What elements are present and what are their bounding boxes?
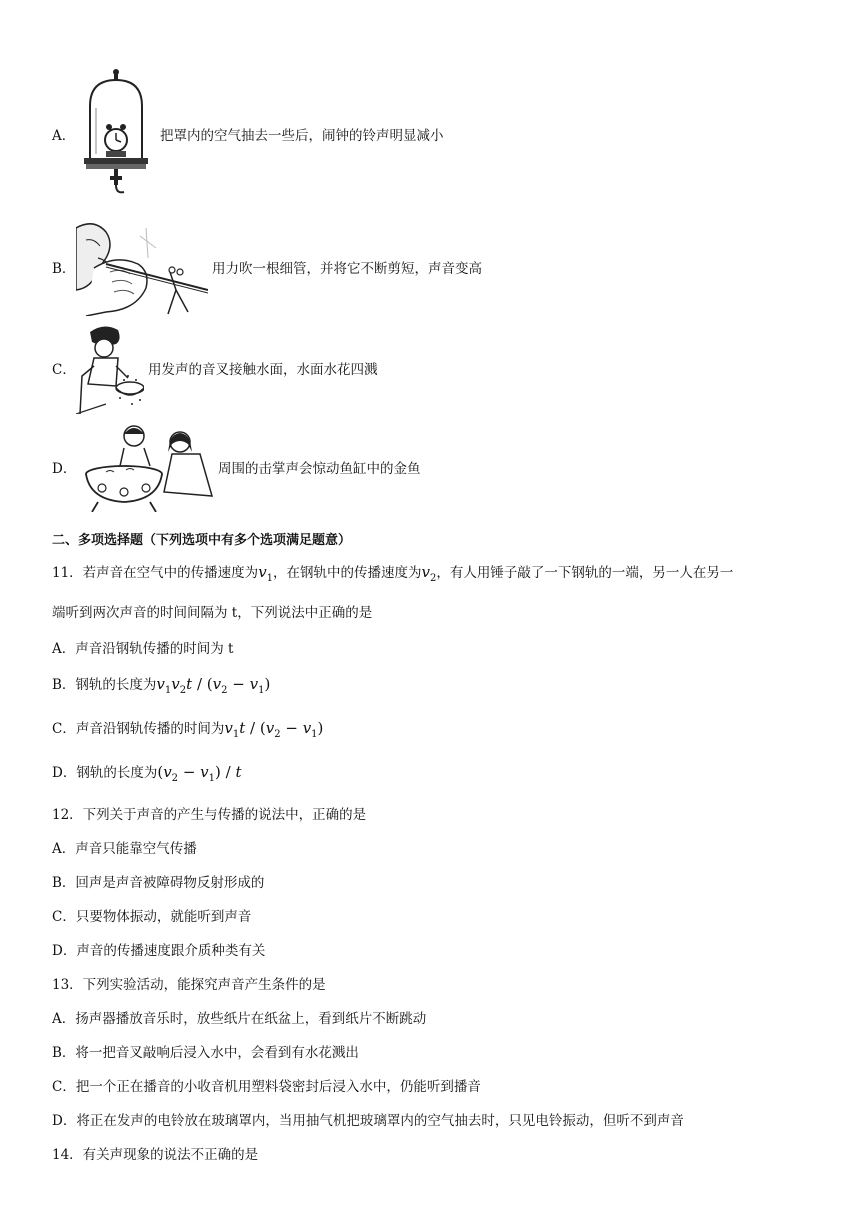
math-expression: $(v_2 - v_1) / t$ [157,763,242,784]
question-12-option-c: C．只要物体振动，就能听到声音 [52,909,252,925]
math-expression: $v_1t / (v_2 - v_1)$ [224,719,324,740]
clapping-children-fish-tank-figure [76,422,214,512]
option-a [52,66,444,202]
question-11-stem-line-1 [52,561,733,584]
question-11-option-d: D．钢轨的长度为$(v_2 - v_1) / t$ [52,763,242,784]
question-11-option-c: C．声音沿钢轨传播的时间为$v_1t / (v_2 - v_1)$ [52,719,324,740]
option-c [52,322,378,414]
question-11-stem-line-2: 端听到两次声音的时间间隔为 t，下列说法中正确的是 [52,605,373,621]
option-text: 用力吹一根细管，并将它不断剪短，声音变高 [212,261,482,277]
stem-text: 11．若声音在空气中的传播速度为 [52,565,259,581]
option-letter: D． [52,461,77,477]
question-14-stem: 14．有关声现象的说法不正确的是 [52,1147,259,1163]
section-heading: 二、多项选择题（下列选项中有多个选项满足题意） [52,533,352,548]
question-12-option-b: B．回声是声音被障碍物反射形成的 [52,875,265,891]
question-13-option-b: B．将一把音叉敲响后浸入水中，会看到有水花溅出 [52,1045,359,1061]
option-text: 把罩内的空气抽去一些后，闹钟的铃声明显减小 [160,128,444,144]
option-letter: C． [52,362,76,378]
question-13-option-a: A．扬声器播放音乐时，放些纸片在纸盆上，看到纸片不断跳动 [52,1011,427,1027]
stem-text: ，在钢轨中的传播速度为 [273,565,422,581]
tuning-fork-water-figure [76,322,144,414]
option-letter: A． [52,128,76,144]
stem-text: ，有人用锤子敲了一下钢轨的一端，另一人在另一 [436,565,734,581]
blowing-straw-figure [76,218,208,316]
option-letter: B． [52,261,76,277]
option-d [52,422,421,512]
math-expression: $v_1v_2t / (v_2 - v_1)$ [156,675,271,696]
question-13-option-c: C．把一个正在播音的小收音机用塑料袋密封后浸入水中，仍能听到播音 [52,1079,481,1095]
question-12-stem: 12．下列关于声音的产生与传播的说法中，正确的是 [52,807,367,823]
math-v1: $v_1$ [258,563,274,584]
question-11-option-b: B．钢轨的长度为$v_1v_2t / (v_2 - v_1)$ [52,675,271,696]
question-12-option-d: D．声音的传播速度跟介质种类有关 [52,943,266,959]
math-v2: $v_2$ [421,563,437,584]
bell-jar-alarm-clock-figure [76,66,156,202]
option-text: 用发声的音叉接触水面，水面水花四溅 [148,362,378,378]
question-13-stem: 13．下列实验活动，能探究声音产生条件的是 [52,977,326,993]
option-b [52,218,482,316]
question-12-option-a: A．声音只能靠空气传播 [52,841,197,857]
option-text: 周围的击掌声会惊动鱼缸中的金鱼 [218,461,421,477]
question-13-option-d: D．将正在发声的电铃放在玻璃罩内，当用抽气机把玻璃罩内的空气抽去时，只见电铃振动，但听不到声音 [52,1113,684,1129]
question-11-option-a: A．声音沿钢轨传播的时间为 t [52,641,234,657]
